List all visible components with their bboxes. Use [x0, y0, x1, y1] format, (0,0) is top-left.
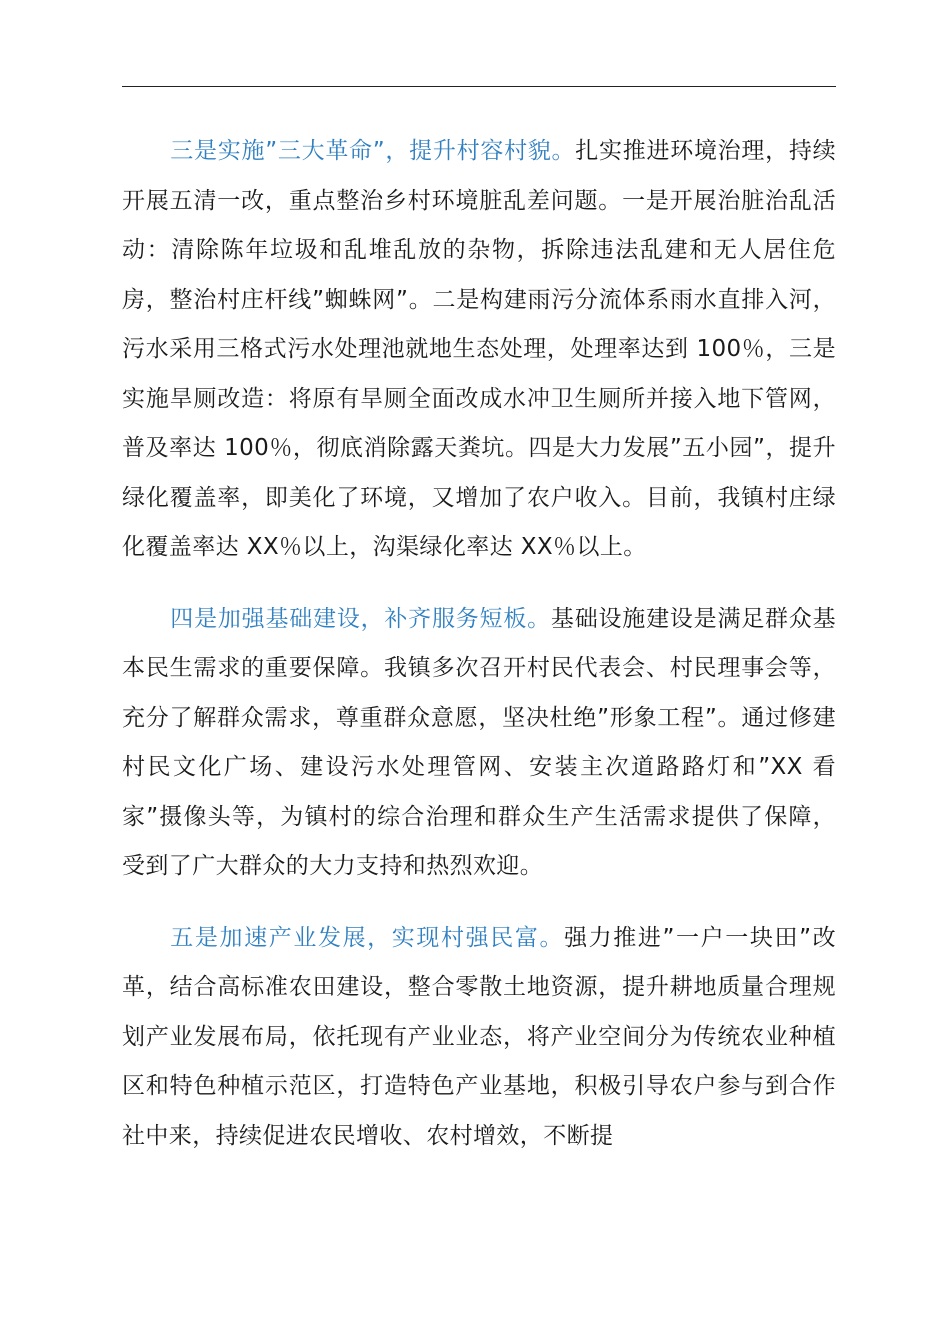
document-body — [122, 127, 836, 1183]
paragraph-heading: 三是实施”三大革命”，提升村容村貌。 — [170, 138, 576, 164]
paragraph-three-revolutions — [122, 127, 836, 573]
paragraph-heading: 四是加强基础建设，补齐服务短板。 — [170, 605, 551, 632]
paragraph-heading: 五是加速产业发展，实现村强民富。 — [170, 924, 565, 951]
paragraph-industry — [122, 914, 836, 1162]
header-rule — [122, 86, 836, 87]
paragraph-infrastructure — [122, 595, 836, 892]
paragraph-text: 扎实推进环境治理，持续开展五清一改，重点整治乡村环境脏乱差问题。一是开展治脏治乱活动：清除陈年垃圾和乱堆乱放的杂物，拆除违法乱建和无人居住危房，整治村庄杆线”蜘蛛网”。二是构建雨污分流体系雨水直排入河，污水采用三格式污水处理池就地生态处理，处理率达到 100％，三是实施旱厕改造：将原有旱厕全面改成水冲卫生厕所并接入地下管网，普及率达 100％，彻底消除露天粪坑。四是大力发展”五小园”，提升绿化覆盖率，即美化了环境，又增加了农户收入。目前，我镇村庄绿化覆盖率达 XX％以上，沟渠绿化率达 XX％以上。 — [122, 138, 837, 560]
paragraph-text: 强力推进”一户一块田”改革，结合高标准农田建设，整合零散土地资源，提升耕地质量合理规划产业发展布局，依托现有产业业态，将产业空间分为传统农业种植区和特色种植示范区，打造特色产业基地，积极引导农户参与到合作社中来，持续促进农民增收、农村增效，不断提 — [122, 924, 836, 1149]
paragraph-text: 基础设施建设是满足群众基本民生需求的重要保障。我镇多次召开村民代表会、村民理事会等，充分了解群众需求，尊重群众意愿，坚决杜绝”形象工程”。通过修建村民文化广场、建设污水处理管网、安装主次道路路灯和”XX 看家”摄像头等，为镇村的综合治理和群众生产生活需求提供了保障，受到了广大群众的大力支持和热烈欢迎。 — [122, 605, 836, 879]
